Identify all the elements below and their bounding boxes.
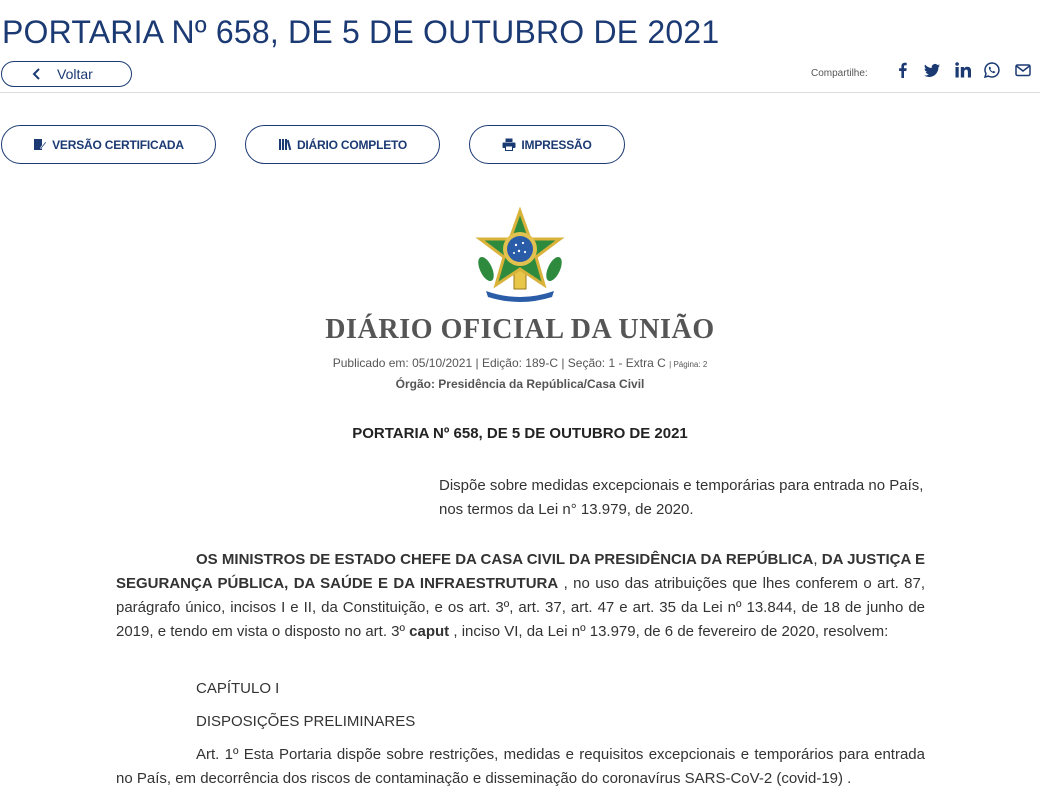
document-heading: PORTARIA Nº 658, DE 5 DE OUTUBRO DE 2021 (352, 425, 688, 442)
chapter-title: DISPOSIÇÕES PRELIMINARES (196, 713, 416, 730)
toolbar (0, 58, 1040, 93)
preamble-text: , no uso das atribuições que lhes conferem o art. 87, parágrafo único, incisos I e II, da Constituição, e os art. 3º, art. 37, art. 47 e art. 35 da Lei nº 13.844, de 18 de junho de 2019, e tendo em vista o disposto no art. 3º (116, 575, 925, 640)
linkedin-icon[interactable] (955, 62, 971, 78)
print-button[interactable] (469, 125, 625, 164)
back-button-label: Voltar (57, 66, 93, 82)
chapter-number: CAPÍTULO I (196, 680, 280, 697)
ementa: Dispõe sobre medidas excepcionais e temporárias para entrada no País, nos termos da Lei n° 13.979, de 2020. (439, 477, 924, 518)
issuing-body: Órgão: Presidência da República/Casa Civil (395, 377, 645, 391)
twitter-icon[interactable] (924, 62, 940, 78)
page-title: PORTARIA Nº 658, DE 5 DE OUTUBRO DE 2021 (2, 14, 720, 50)
preamble-ministers: OS MINISTROS DE ESTADO CHEFE DA CASA CIVIL DA PRESIDÊNCIA DA REPÚBLICA (196, 551, 814, 568)
back-button[interactable] (1, 61, 132, 87)
publication-info (0, 356, 1040, 370)
books-icon (278, 138, 292, 151)
facebook-icon[interactable] (895, 62, 911, 78)
publication-title: DIÁRIO OFICIAL DA UNIÃO (325, 314, 715, 345)
whatsapp-icon[interactable] (984, 62, 1000, 78)
print-label: IMPRESSÃO (521, 137, 592, 152)
preamble-separator: , (813, 551, 822, 568)
coat-of-arms-emblem (472, 207, 568, 303)
share-label: Compartilhe: (811, 68, 868, 79)
certified-version-button[interactable] (1, 125, 216, 164)
full-journal-label: DIÁRIO COMPLETO (296, 137, 408, 152)
publication-details: Publicado em: 05/10/2021 | Edição: 189-C | Seção: 1 - Extra C (332, 356, 666, 370)
chevron-left-icon (32, 68, 41, 80)
preamble-caput: caput (409, 623, 450, 640)
full-journal-button[interactable] (245, 125, 440, 164)
printer-icon (502, 138, 516, 151)
article-1: Art. 1º Esta Portaria dispõe sobre restrições, medidas e requisitos excepcionais e temporários para entrada no País, em decorrência dos riscos de contaminação e disseminação do coronavírus SARS-CoV-2 (covid-19) . (116, 746, 925, 787)
email-icon[interactable] (1015, 62, 1031, 78)
preamble-ministries: DA JUSTIÇA E SEGURANÇA PÚBLICA, DA SAÚDE E DA INFRAESTRUTURA (116, 551, 925, 592)
preamble-paragraph (116, 548, 925, 644)
page-number: | Página: 2 (669, 360, 708, 369)
preamble-end: , inciso VI, da Lei nº 13.979, de 6 de fevereiro de 2020, resolvem: (449, 623, 889, 640)
certified-version-label: VERSÃO CERTIFICADA (52, 137, 184, 152)
edit-document-icon (33, 138, 47, 151)
